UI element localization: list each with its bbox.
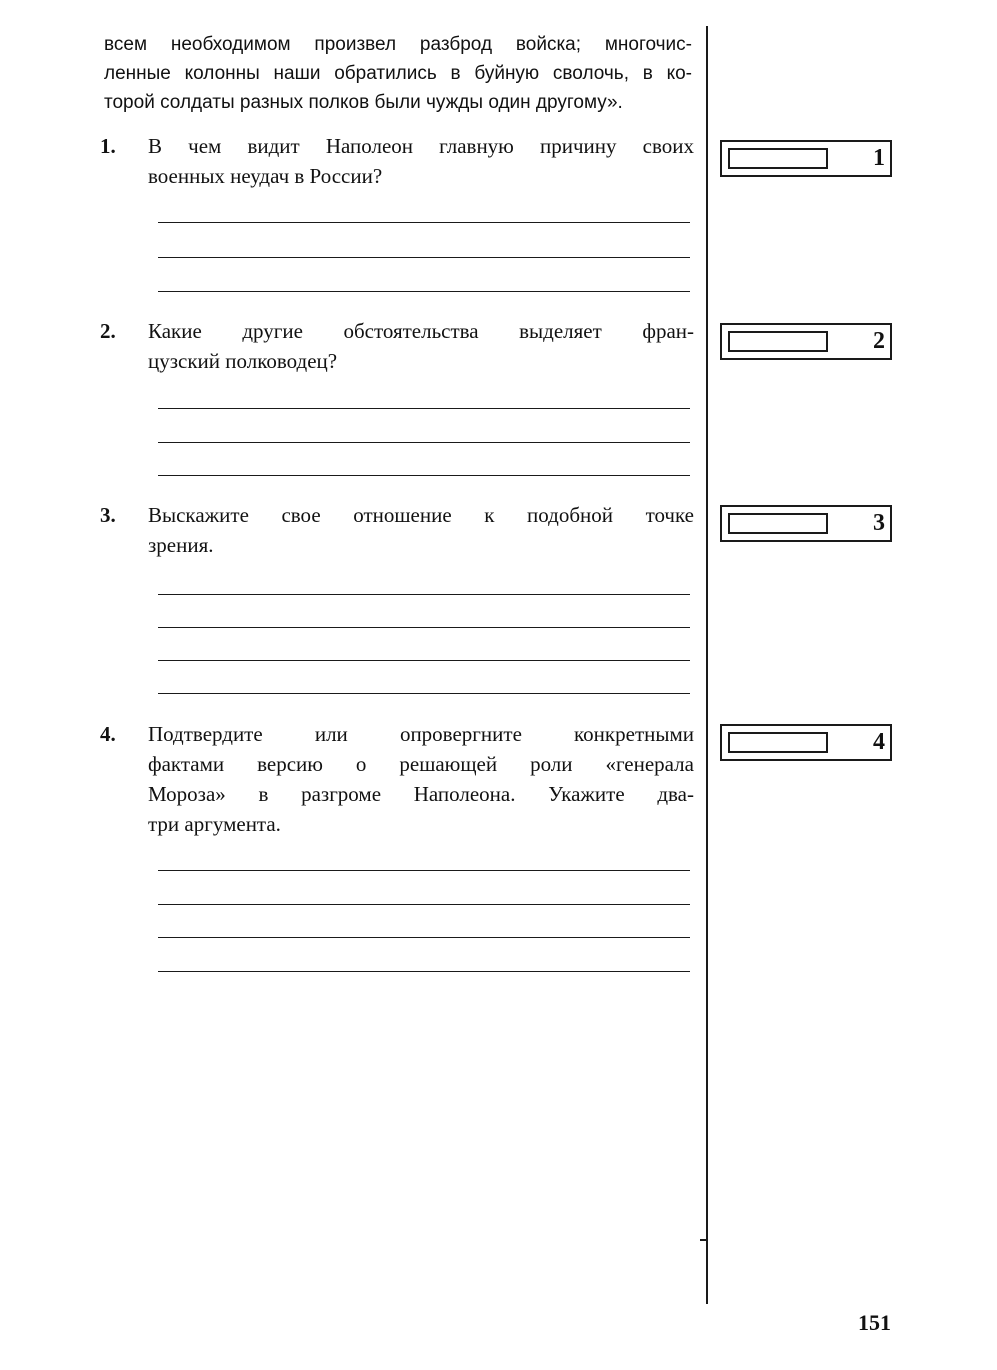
question-1 bbox=[100, 131, 694, 191]
divider-tick bbox=[700, 1239, 708, 1241]
question-3 bbox=[100, 500, 694, 560]
question-text-line: фактами версию о решающей роли «генерала bbox=[148, 752, 694, 776]
score-box-3 bbox=[720, 505, 892, 542]
answer-line[interactable] bbox=[158, 870, 690, 871]
question-number: 2. bbox=[100, 319, 116, 343]
answer-line[interactable] bbox=[158, 627, 690, 628]
intro-line: ленные колонны наши обратились в буйную сволочь, в ко- bbox=[104, 63, 692, 84]
question-text-line: В чем видит Наполеон главную причину своих bbox=[148, 134, 694, 158]
answer-line[interactable] bbox=[158, 222, 690, 223]
intro-paragraph bbox=[104, 30, 692, 117]
score-box-number: 1 bbox=[873, 145, 885, 171]
score-box-number: 2 bbox=[873, 328, 885, 354]
score-entry-field[interactable] bbox=[728, 732, 828, 753]
score-box-number: 4 bbox=[873, 729, 885, 755]
answer-line[interactable] bbox=[158, 257, 690, 258]
question-text-line: три аргумента. bbox=[148, 812, 281, 836]
question-text-line: Выскажите свое отношение к подобной точке bbox=[148, 503, 694, 527]
question-text-line: военных неудач в России? bbox=[148, 164, 383, 188]
intro-line: торой солдаты разных полков были чужды один другому». bbox=[104, 92, 623, 113]
score-box-2 bbox=[720, 323, 892, 360]
intro-line: всем необходимом произвел разброд войска; многочис- bbox=[104, 34, 692, 55]
answer-line[interactable] bbox=[158, 475, 690, 476]
question-text-line: Подтвердите или опровергните конкретными bbox=[148, 722, 694, 746]
question-4 bbox=[100, 719, 694, 839]
question-text-line: Мороза» в разгроме Наполеона. Укажите два- bbox=[148, 782, 694, 806]
question-number: 4. bbox=[100, 722, 116, 746]
score-entry-field[interactable] bbox=[728, 148, 828, 169]
question-text-line: зрения. bbox=[148, 533, 214, 557]
answer-line[interactable] bbox=[158, 693, 690, 694]
score-entry-field[interactable] bbox=[728, 331, 828, 352]
question-text-line: Какие другие обстоятельства выделяет фран- bbox=[148, 319, 694, 343]
question-number: 1. bbox=[100, 134, 116, 158]
question-text bbox=[148, 500, 694, 560]
score-box-4 bbox=[720, 724, 892, 761]
answer-line[interactable] bbox=[158, 660, 690, 661]
answer-line[interactable] bbox=[158, 408, 690, 409]
page-number: 151 bbox=[858, 1310, 891, 1335]
answer-line[interactable] bbox=[158, 904, 690, 905]
question-text bbox=[148, 131, 694, 191]
answer-line[interactable] bbox=[158, 937, 690, 938]
answer-line[interactable] bbox=[158, 971, 690, 972]
question-2 bbox=[100, 316, 694, 376]
score-box-1 bbox=[720, 140, 892, 177]
question-text bbox=[148, 719, 694, 839]
question-text bbox=[148, 316, 694, 376]
score-entry-field[interactable] bbox=[728, 513, 828, 534]
question-text-line: цузский полководец? bbox=[148, 349, 338, 373]
margin-divider bbox=[706, 26, 708, 1304]
answer-line[interactable] bbox=[158, 442, 690, 443]
answer-line[interactable] bbox=[158, 594, 690, 595]
answer-line[interactable] bbox=[158, 291, 690, 292]
question-number: 3. bbox=[100, 503, 116, 527]
score-box-number: 3 bbox=[873, 510, 885, 536]
